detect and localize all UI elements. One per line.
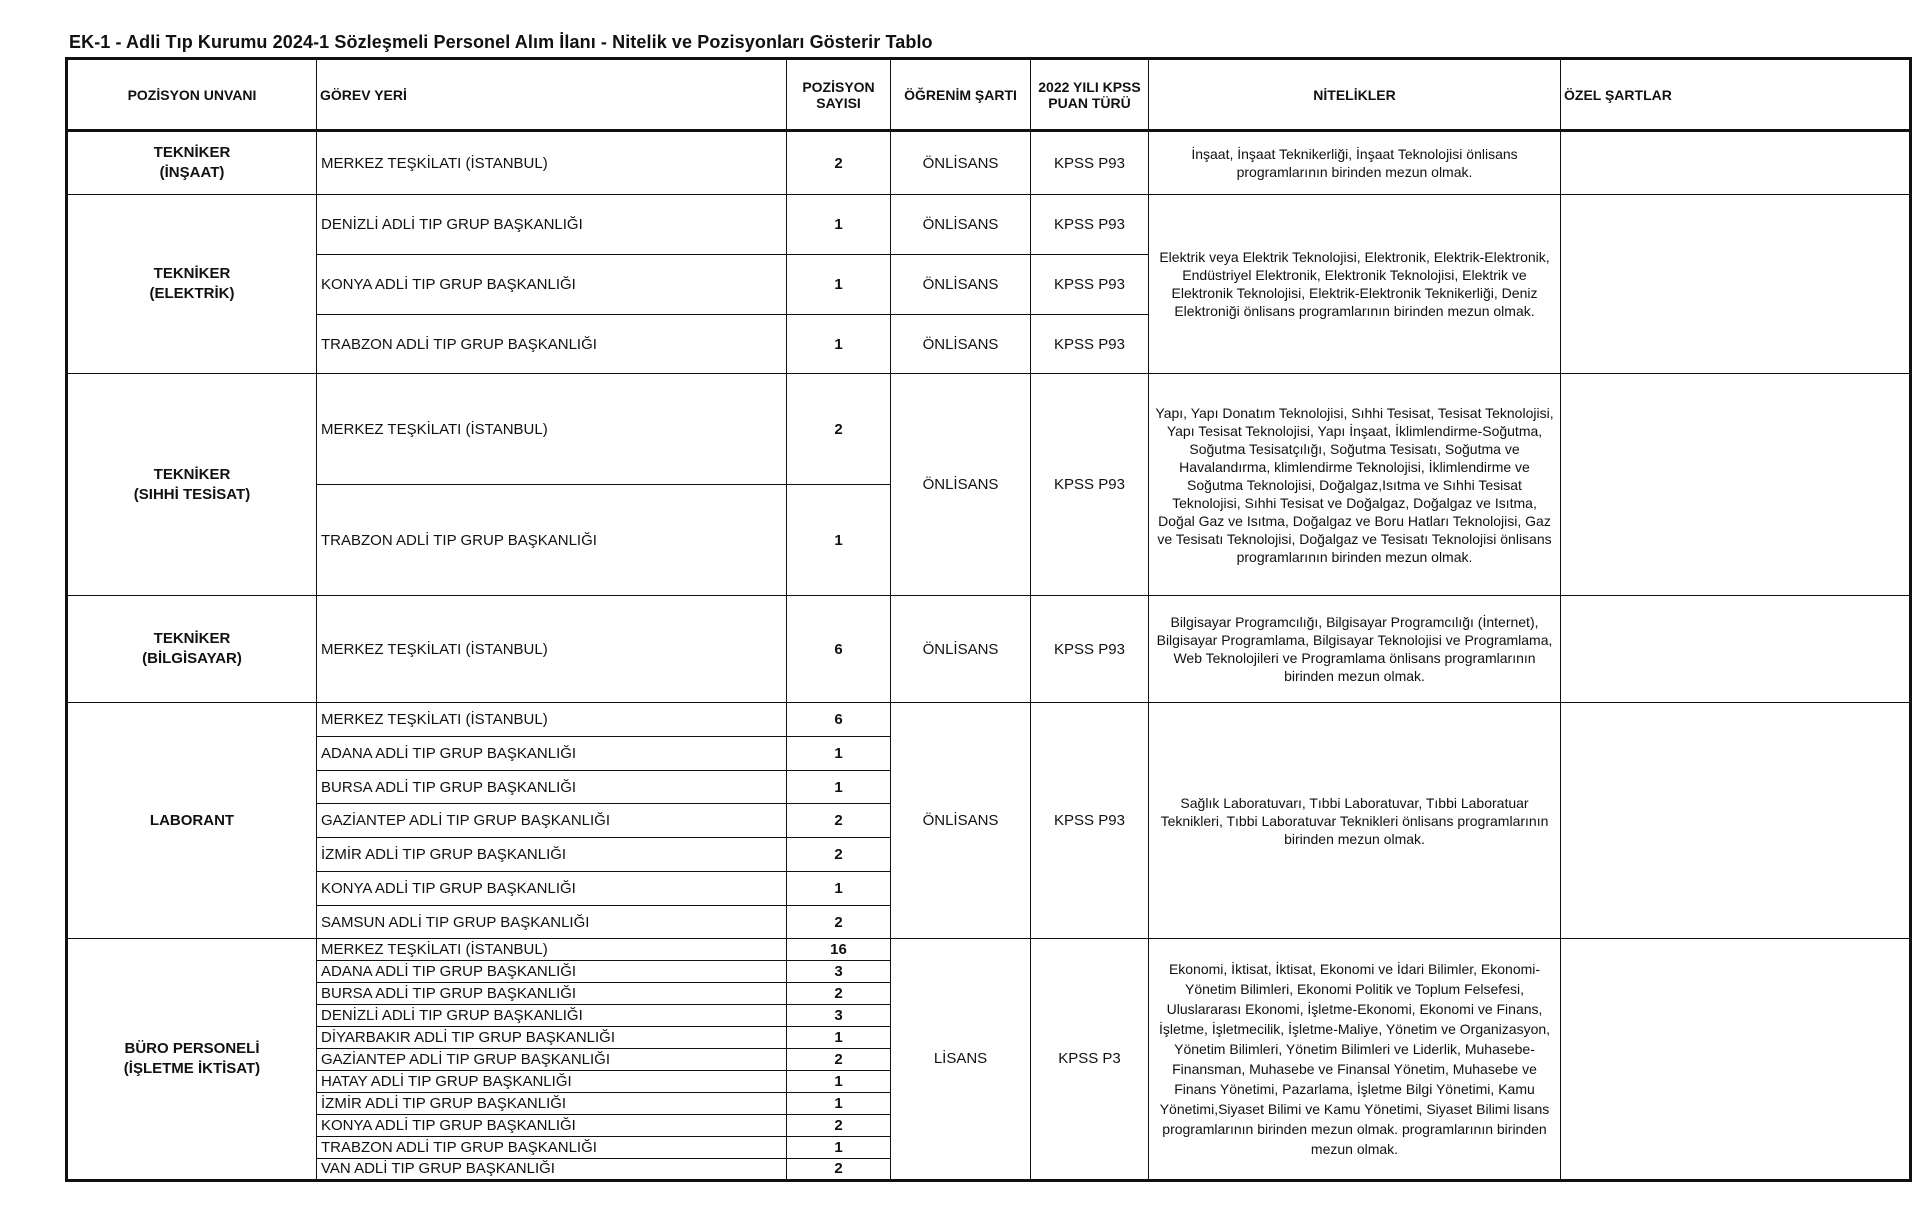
education-requirement: ÖNLİSANS [891,255,1031,315]
qualifications: Ekonomi, İktisat, İktisat, Ekonomi ve İdari Bilimler, Ekonomi-Yönetim Bilimleri, Ekonomi Politik ve Toplum Felsefesi, Uluslararası Ekonomi, İşletme-Ekonomi, Ekonomi ve Finans, İşletme, İşletmecilik, İşletme-Maliye, Yönetim ve Organizasyon, Yönetim Bilimleri, Yönetim Bilimleri ve Liderlik, Muhasebe-Finansman, Muhasebe ve Finansal Yönetim, Muhasebe ve Finans Yönetimi, Pazarlama, İşletme Bilgi Yönetimi, Kamu Yönetimi,Siyaset Bilimi ve Kamu Yönetimi, Siyaset Bilimi lisans programlarının birinden mezun olmak. programlarının birinden mezun olmak. [1149,939,1561,1181]
position-title-cell [67,374,317,596]
special-conditions [1561,374,1911,596]
header-nitelikler: NİTELİKLER [1149,59,1561,131]
position-count: 1 [787,255,891,315]
position-count: 1 [787,737,891,771]
position-subtitle: (İNŞAAT) [159,164,225,181]
position-count: 3 [787,961,891,983]
position-count: 2 [787,1115,891,1137]
duty-location: GAZİANTEP ADLİ TIP GRUP BAŞKANLIĞI [317,804,787,838]
duty-location: BURSA ADLİ TIP GRUP BAŞKANLIĞI [317,983,787,1005]
duty-location: KONYA ADLİ TIP GRUP BAŞKANLIĞI [317,872,787,906]
position-count: 2 [787,838,891,872]
duty-location: TRABZON ADLİ TIP GRUP BAŞKANLIĞI [317,315,787,374]
table-header [67,59,1911,131]
duty-location: MERKEZ TEŞKİLATI (İSTANBUL) [317,596,787,703]
position-subtitle: (SIHHİ TESİSAT) [133,485,251,503]
table-row [67,374,1911,485]
position-count: 2 [787,804,891,838]
position-count: 1 [787,195,891,255]
table-row [67,939,1911,961]
position-count: 1 [787,1137,891,1159]
position-count: 3 [787,1005,891,1027]
education-requirement: ÖNLİSANS [891,596,1031,703]
table-body [67,131,1911,1181]
duty-location: KONYA ADLİ TIP GRUP BAŞKANLIĞI [317,255,787,315]
header-unvan: POZİSYON UNVANI [67,59,317,131]
position-title-cell [67,131,317,195]
position-title: LABORANT [149,811,235,829]
position-count: 1 [787,485,891,596]
document-title: EK-1 - Adli Tıp Kurumu 2024-1 Sözleşmeli Personel Alım İlanı - Nitelik ve Pozisyonları Gösterir Tablo [69,32,933,52]
header-gorev-yeri: GÖREV YERİ [317,59,787,131]
education-requirement: ÖNLİSANS [891,703,1031,939]
positions-table [65,57,1912,1182]
duty-location: HATAY ADLİ TIP GRUP BAŞKANLIĞI [317,1071,787,1093]
special-conditions [1561,131,1911,195]
position-title-cell [67,703,317,939]
position-count: 2 [787,374,891,485]
kpss-score-type: KPSS P93 [1031,596,1149,703]
kpss-score-type: KPSS P93 [1031,195,1149,255]
duty-location: TRABZON ADLİ TIP GRUP BAŞKANLIĞI [317,1137,787,1159]
position-count: 2 [787,906,891,939]
special-conditions [1561,195,1911,374]
position-count: 1 [787,1027,891,1049]
header-ogrenim: ÖĞRENİM ŞARTI [891,59,1031,131]
position-title-cell [67,939,317,1181]
duty-location: İZMİR ADLİ TIP GRUP BAŞKANLIĞI [317,1093,787,1115]
position-title-cell [67,596,317,703]
education-requirement: ÖNLİSANS [891,374,1031,596]
position-title-cell [67,195,317,374]
duty-location: İZMİR ADLİ TIP GRUP BAŞKANLIĞI [317,838,787,872]
position-count: 6 [787,596,891,703]
duty-location: DENİZLİ ADLİ TIP GRUP BAŞKANLIĞI [317,195,787,255]
kpss-score-type: KPSS P93 [1031,255,1149,315]
duty-location: MERKEZ TEŞKİLATI (İSTANBUL) [317,939,787,961]
position-title: BÜRO PERSONELİ [124,1040,260,1057]
kpss-score-type: KPSS P3 [1031,939,1149,1181]
qualifications: Elektrik veya Elektrik Teknolojisi, Elektronik, Elektrik-Elektronik, Endüstriyel Elektronik, Elektronik Teknolojisi, Elektrik ve Elektronik Teknolojisi, Elektrik-Elektronik Teknikerliği, Deniz Elektroniği önlisans programlarının birinden mezun olmak. [1149,195,1561,374]
education-requirement: ÖNLİSANS [891,131,1031,195]
qualifications: Bilgisayar Programcılığı, Bilgisayar Programcılığı (İnternet), Bilgisayar Programlama, Bilgisayar Teknolojisi ve Programlama, Web Teknolojileri ve Programlama önlisans programlarının birinden mezun olmak. [1149,596,1561,703]
kpss-score-type: KPSS P93 [1031,374,1149,596]
qualifications: İnşaat, İnşaat Teknikerliği, İnşaat Teknolojisi önlisans programlarının birinden mezun olmak. [1149,131,1561,195]
position-count: 6 [787,703,891,737]
duty-location: GAZİANTEP ADLİ TIP GRUP BAŞKANLIĞI [317,1049,787,1071]
duty-location: TRABZON ADLİ TIP GRUP BAŞKANLIĞI [317,485,787,596]
table-row [67,596,1911,703]
header-kpss: 2022 YILI KPSS PUAN TÜRÜ [1031,59,1149,131]
position-count: 2 [787,1159,891,1181]
table-row [67,195,1911,255]
special-conditions [1561,596,1911,703]
position-title: TEKNİKER [153,465,231,483]
position-count: 2 [787,983,891,1005]
education-requirement: ÖNLİSANS [891,315,1031,374]
position-subtitle: (İŞLETME İKTİSAT) [123,1060,261,1077]
position-title: TEKNİKER [153,630,231,647]
duty-location: ADANA ADLİ TIP GRUP BAŞKANLIĞI [317,737,787,771]
position-count: 1 [787,872,891,906]
kpss-score-type: KPSS P93 [1031,703,1149,939]
position-count: 1 [787,1093,891,1115]
table-row [67,703,1911,737]
duty-location: MERKEZ TEŞKİLATI (İSTANBUL) [317,374,787,485]
duty-location: DİYARBAKIR ADLİ TIP GRUP BAŞKANLIĞI [317,1027,787,1049]
header-pozisyon-sayisi: POZİSYON SAYISI [787,59,891,131]
position-title: TEKNİKER [153,144,231,161]
position-count: 1 [787,1071,891,1093]
duty-location: ADANA ADLİ TIP GRUP BAŞKANLIĞI [317,961,787,983]
kpss-score-type: KPSS P93 [1031,131,1149,195]
special-conditions [1561,939,1911,1181]
duty-location: BURSA ADLİ TIP GRUP BAŞKANLIĞI [317,771,787,804]
special-conditions [1561,703,1911,939]
duty-location: MERKEZ TEŞKİLATI (İSTANBUL) [317,131,787,195]
education-requirement: ÖNLİSANS [891,195,1031,255]
kpss-score-type: KPSS P93 [1031,315,1149,374]
table-row [67,131,1911,195]
header-ozel-sartlar: ÖZEL ŞARTLAR [1561,59,1911,131]
qualifications: Yapı, Yapı Donatım Teknolojisi, Sıhhi Tesisat, Tesisat Teknolojisi, Yapı Tesisat Teknolojisi, Yapı İnşaat, İklimlendirme-Soğutma, Soğutma Tesisatçılığı, Soğutma Tesisatı, Soğutma ve Havalandırma, klimlendirme Teknolojisi, İklimlendirme ve Soğutma Teknolojisi, Doğalgaz,Isıtma ve Sıhhi Tesisat Teknolojisi, Sıhhi Tesisat ve Doğalgaz, Doğalgaz ve Isıtma, Doğal Gaz ve Isıtma, Doğalgaz ve Boru Hatları Teknolojisi, Gaz ve Tesisatı Teknolojisi, Doğalgaz ve Tesisatı Teknolojisi önlisans programlarının birinden mezun olmak. [1149,374,1561,596]
duty-location: SAMSUN ADLİ TIP GRUP BAŞKANLIĞI [317,906,787,939]
position-count: 16 [787,939,891,961]
position-count: 2 [787,131,891,195]
position-count: 1 [787,315,891,374]
position-count: 2 [787,1049,891,1071]
position-title: TEKNİKER [153,265,231,282]
position-subtitle: (BİLGİSAYAR) [142,650,242,667]
qualifications: Sağlık Laboratuvarı, Tıbbi Laboratuvar, Tıbbi Laboratuar Teknikleri, Tıbbi Laboratuvar Teknikleri önlisans programlarının birinden mezun olmak. [1149,703,1561,939]
position-count: 1 [787,771,891,804]
duty-location: MERKEZ TEŞKİLATI (İSTANBUL) [317,703,787,737]
position-subtitle: (ELEKTRİK) [149,285,235,302]
duty-location: DENİZLİ ADLİ TIP GRUP BAŞKANLIĞI [317,1005,787,1027]
duty-location: KONYA ADLİ TIP GRUP BAŞKANLIĞI [317,1115,787,1137]
duty-location: VAN ADLİ TIP GRUP BAŞKANLIĞI [317,1159,787,1181]
education-requirement: LİSANS [891,939,1031,1181]
